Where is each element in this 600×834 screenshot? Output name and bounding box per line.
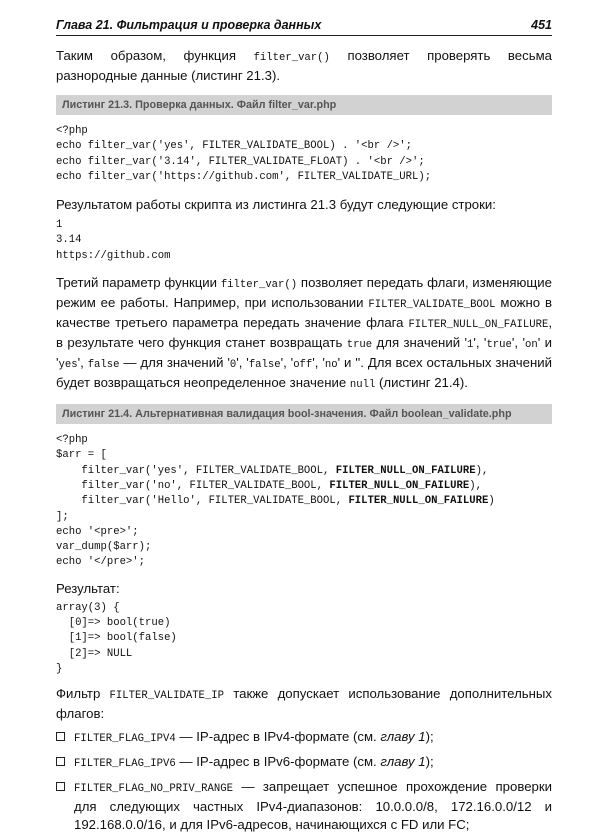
text: ', ' <box>280 355 294 371</box>
text: ); <box>425 754 434 770</box>
listing-21-3-code: <?php echo filter_var('yes', FILTER_VALIDATE_BOOL) . '<br />'; echo filter_var('3.14', FILTER_VALIDATE_FLOAT) . '<br />'; echo filter_var('https://github.com', FILTER_VALIDATE_URL); <box>56 125 432 183</box>
filter-ip-paragraph <box>56 685 552 723</box>
inline-code: yes <box>58 359 78 372</box>
code-text: filter_var('Hello', FILTER_VALIDATE_BOOL, <box>56 495 349 508</box>
chapter-title: Глава 21. Фильтрация и проверка данных <box>56 18 322 32</box>
list-item <box>56 753 552 773</box>
inline-code: filter_var() <box>220 279 298 292</box>
listing-21-4-title: Листинг 21.4. Альтернативная валидация bool-значения. Файл boolean_validate.php <box>56 404 552 424</box>
result-intro: Результатом работы скрипта из листинга 21.3 будут следующие строки: <box>56 197 496 213</box>
text: позволяет проверять весьма разнородные данные (листинг 21.3). <box>56 48 552 83</box>
text: можно в качестве третьего параметра передать значение флага <box>56 295 553 331</box>
inline-code: FILTER_FLAG_IPV4 <box>74 733 176 746</box>
inline-code: false <box>248 359 281 372</box>
listing-21-4-code <box>56 433 552 571</box>
text: ', <box>77 355 88 371</box>
code-line <box>56 494 552 509</box>
inline-code: off <box>293 359 313 372</box>
code-line: ]; echo '<pre>'; var_dump($arr); echo '</pre>'; <box>56 510 152 569</box>
flag-list <box>56 728 552 834</box>
code-text: ) <box>488 495 495 508</box>
running-header <box>56 18 552 36</box>
text: для значений ' <box>372 335 467 351</box>
inline-code: 0 <box>229 359 237 372</box>
code-line: $arr = [ <box>56 449 107 462</box>
chapter-ref: главу 1 <box>380 754 426 770</box>
chapter-ref: главу 1 <box>380 729 426 745</box>
result-dump: array(3) { [0]=> bool(true) [1]=> bool(false) [2]=> NULL } <box>56 601 177 675</box>
code-text: ), <box>469 479 482 492</box>
inline-code: false <box>87 359 120 372</box>
text: ', ' <box>312 355 325 371</box>
code-flag: FILTER_NULL_ON_FAILURE <box>329 479 470 492</box>
text: ', ' <box>473 335 487 351</box>
inline-code: null <box>349 379 376 392</box>
code-line: <?php <box>56 434 88 447</box>
code-flag: FILTER_NULL_ON_FAILURE <box>348 495 489 508</box>
list-item <box>56 778 552 834</box>
text: — для значений ' <box>119 355 230 371</box>
code-text: ), <box>475 464 489 477</box>
inline-code: no <box>324 359 338 372</box>
inline-code: FILTER_FLAG_IPV6 <box>74 758 176 771</box>
book-page <box>56 18 552 834</box>
text: (листинг 21.4). <box>375 375 468 391</box>
inline-code: 1 <box>466 339 474 352</box>
text: ', ' <box>236 355 249 371</box>
inline-code: true <box>486 339 512 352</box>
inline-code: on <box>524 339 538 352</box>
page-number: 451 <box>531 18 552 32</box>
code-line <box>56 479 552 494</box>
text: ' и ''. Для всех остальных значений будет возвращаться неопределенное значение <box>56 355 552 391</box>
inline-code: FILTER_VALIDATE_BOOL <box>368 299 496 312</box>
text: — IP-адрес в IPv4-формате (см. <box>175 729 381 745</box>
text: — IP-адрес в IPv6-формате (см. <box>175 754 381 770</box>
inline-code: FILTER_FLAG_NO_PRIV_RANGE <box>74 783 233 796</box>
inline-code: filter_var() <box>253 52 330 64</box>
text: , в результате чего функция станет возвращать <box>56 315 552 351</box>
text: Таким образом, функция <box>56 48 254 63</box>
checkbox-bullet-icon <box>56 732 65 741</box>
text: Фильтр <box>56 686 110 702</box>
inline-code: true <box>346 339 373 352</box>
inline-code: FILTER_NULL_ON_FAILURE <box>408 319 549 332</box>
checkbox-bullet-icon <box>56 757 65 766</box>
text: ', ' <box>511 335 525 351</box>
listing-21-3-title: Листинг 21.3. Проверка данных. Файл filter_var.php <box>56 95 552 115</box>
text: Третий параметр функции <box>56 275 221 291</box>
code-text: filter_var('yes', FILTER_VALIDATE_BOOL, <box>56 464 336 477</box>
intro-paragraph <box>56 47 552 85</box>
third-param-paragraph <box>56 274 552 394</box>
code-flag: FILTER_NULL_ON_FAILURE <box>335 464 476 477</box>
text: — запрещает успешное прохождение проверки для следующих частных IPv4-диапазонов: 10.0.0.0/8, 172.16.0.0/12 и 192.168.0.0/16, и для IPv6-адресов, начинающихся с FD или FC; <box>74 779 552 833</box>
text: позволяет передать флаги, изменяющие режим ее работы. Например, при использовании <box>56 275 552 311</box>
code-line <box>56 464 552 479</box>
result-output: 1 3.14 https://github.com <box>56 219 171 262</box>
text: ' и ' <box>56 335 552 371</box>
text: ); <box>425 729 434 745</box>
text: также допускает использование дополнительных флагов: <box>56 686 553 722</box>
code-text: filter_var('no', FILTER_VALIDATE_BOOL, <box>56 479 330 492</box>
result-label: Результат: <box>56 580 120 596</box>
list-item <box>56 728 552 748</box>
inline-code: FILTER_VALIDATE_IP <box>109 690 224 703</box>
